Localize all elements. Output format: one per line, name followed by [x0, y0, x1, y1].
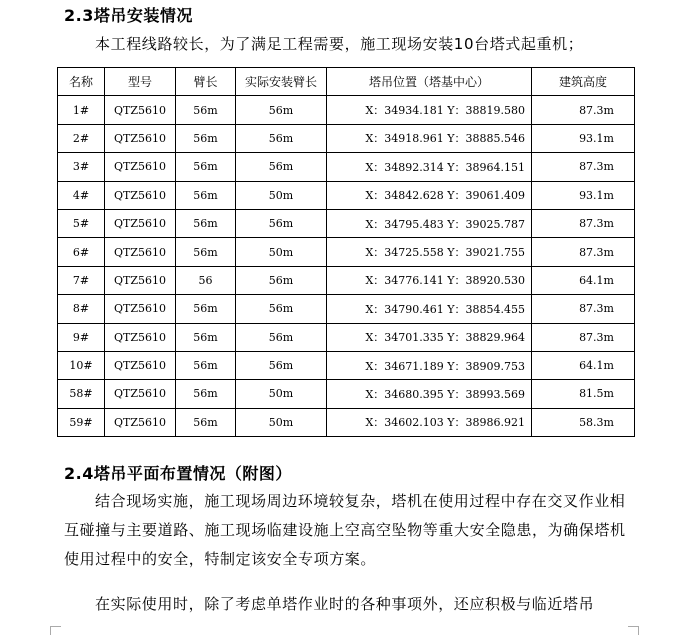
cell-actual-arm: 56m: [236, 266, 327, 294]
cell-position: X：34602.103 Y：38986.921: [327, 408, 532, 436]
cell-height: 93.1m: [532, 124, 635, 152]
cell-position: X：34671.189 Y：38909.753: [327, 351, 532, 379]
cell-actual-arm: 56m: [236, 124, 327, 152]
cell-actual-arm: 56m: [236, 295, 327, 323]
cell-position: X：34790.461 Y：38854.455: [327, 295, 532, 323]
cell-actual-arm: 50m: [236, 380, 327, 408]
cell-height: 87.3m: [532, 209, 635, 237]
header-position: 塔吊位置（塔基中心）: [327, 68, 532, 96]
cell-actual-arm: 50m: [236, 408, 327, 436]
cell-name: 6#: [58, 238, 105, 266]
section-intro-paragraph: 本工程线路较长，为了满足工程需要，施工现场安装10台塔式起重机；: [95, 35, 584, 53]
cell-name: 59#: [58, 408, 105, 436]
cell-height: 87.3m: [532, 323, 635, 351]
cell-position: X：34892.314 Y：38964.151: [327, 153, 532, 181]
table-row: [58, 209, 635, 237]
cell-model: QTZ5610: [105, 96, 176, 124]
table-row: [58, 124, 635, 152]
cell-actual-arm: 56m: [236, 351, 327, 379]
cell-arm: 56m: [176, 380, 236, 408]
cell-height: 93.1m: [532, 181, 635, 209]
table-row: [58, 96, 635, 124]
cell-actual-arm: 50m: [236, 238, 327, 266]
cell-arm: 56m: [176, 323, 236, 351]
header-actual-arm: 实际安装臂长: [236, 68, 327, 96]
cell-model: QTZ5610: [105, 181, 176, 209]
cell-height: 58.3m: [532, 408, 635, 436]
table-row: [58, 295, 635, 323]
cell-height: 64.1m: [532, 351, 635, 379]
cell-model: QTZ5610: [105, 209, 176, 237]
cell-model: QTZ5610: [105, 295, 176, 323]
cell-height: 87.3m: [532, 238, 635, 266]
cell-model: QTZ5610: [105, 408, 176, 436]
table-row: [58, 380, 635, 408]
cell-model: QTZ5610: [105, 323, 176, 351]
header-name: 名称: [58, 68, 105, 96]
cell-name: 4#: [58, 181, 105, 209]
cell-arm: 56: [176, 266, 236, 294]
body-paragraph-2: 在实际使用时，除了考虑单塔作业时的各种事项外，还应积极与临近塔吊: [95, 595, 595, 613]
cell-height: 87.3m: [532, 96, 635, 124]
cell-actual-arm: 56m: [236, 153, 327, 181]
cell-name: 5#: [58, 209, 105, 237]
cell-height: 81.5m: [532, 380, 635, 408]
cell-arm: 56m: [176, 209, 236, 237]
cell-name: 58#: [58, 380, 105, 408]
section-heading-2-4: 2.4塔吊平面布置情况（附图）: [64, 464, 292, 483]
cell-arm: 56m: [176, 351, 236, 379]
cell-name: 1#: [58, 96, 105, 124]
header-model: 型号: [105, 68, 176, 96]
cell-arm: 56m: [176, 408, 236, 436]
cell-arm: 56m: [176, 181, 236, 209]
cell-model: QTZ5610: [105, 124, 176, 152]
cell-position: X：34701.335 Y：38829.964: [327, 323, 532, 351]
cell-name: 3#: [58, 153, 105, 181]
cell-actual-arm: 56m: [236, 323, 327, 351]
cell-position: X：34795.483 Y：39025.787: [327, 209, 532, 237]
table-row: [58, 238, 635, 266]
cell-model: QTZ5610: [105, 238, 176, 266]
cell-arm: 56m: [176, 153, 236, 181]
cell-arm: 56m: [176, 96, 236, 124]
cell-height: 87.3m: [532, 295, 635, 323]
cell-arm: 56m: [176, 238, 236, 266]
cell-actual-arm: 50m: [236, 181, 327, 209]
cell-position: X：34680.395 Y：38993.569: [327, 380, 532, 408]
page-corner-mark-right: [628, 626, 639, 635]
cell-position: X：34842.628 Y：39061.409: [327, 181, 532, 209]
cell-arm: 56m: [176, 124, 236, 152]
section-heading-2-3: 2.3塔吊安装情况: [64, 6, 193, 25]
cell-name: 8#: [58, 295, 105, 323]
cell-height: 87.3m: [532, 153, 635, 181]
cell-name: 7#: [58, 266, 105, 294]
body-paragraph-1: 结合现场实施，施工现场周边环境较复杂，塔机在使用过程中存在交叉作业相互碰撞与主要道路、施工现场临建设施上空高空坠物等重大安全隐患，为确保塔机使用过程中的安全，特制定该安全专项方案。: [64, 492, 626, 568]
cell-name: 2#: [58, 124, 105, 152]
page-corner-mark-left: [50, 626, 61, 635]
header-height: 建筑高度: [532, 68, 635, 96]
cell-name: 10#: [58, 351, 105, 379]
cell-model: QTZ5610: [105, 380, 176, 408]
cell-model: QTZ5610: [105, 351, 176, 379]
header-arm: 臂长: [176, 68, 236, 96]
table-row: [58, 181, 635, 209]
cell-model: QTZ5610: [105, 153, 176, 181]
table-row: [58, 323, 635, 351]
cell-actual-arm: 56m: [236, 96, 327, 124]
cell-arm: 56m: [176, 295, 236, 323]
cell-actual-arm: 56m: [236, 209, 327, 237]
cell-position: X：34725.558 Y：39021.755: [327, 238, 532, 266]
table-row: [58, 408, 635, 436]
table-row: [58, 266, 635, 294]
cell-name: 9#: [58, 323, 105, 351]
table-header-row: [58, 68, 635, 96]
cell-height: 64.1m: [532, 266, 635, 294]
cell-position: X：34918.961 Y：38885.546: [327, 124, 532, 152]
table-row: [58, 153, 635, 181]
cell-model: QTZ5610: [105, 266, 176, 294]
cell-position: X：34776.141 Y：38920.530: [327, 266, 532, 294]
table-row: [58, 351, 635, 379]
tower-crane-table: [57, 67, 635, 437]
cell-position: X：34934.181 Y：38819.580: [327, 96, 532, 124]
